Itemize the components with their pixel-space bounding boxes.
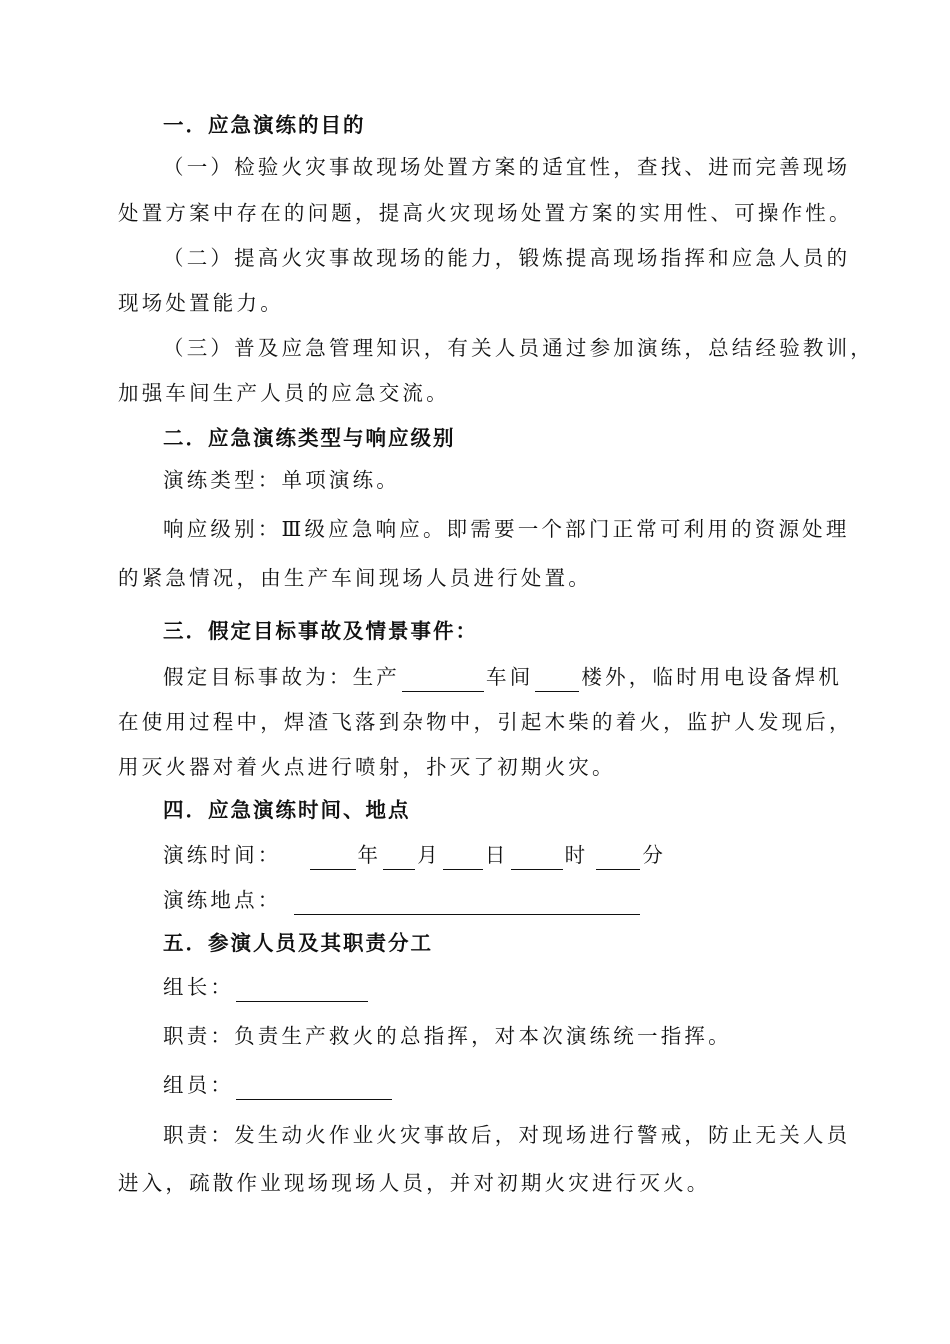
drill-type-line: 演练类型：单项演练。 — [163, 468, 400, 492]
scenario-text-a: 假定目标事故为：生产 — [163, 665, 400, 689]
section1-paragraph1-line1: （一）检验火灾事故现场处置方案的适宜性，查找、进而完善现场 — [163, 155, 851, 179]
response-level-line1: 响应级别：Ⅲ级应急响应。即需要一个部门正常可利用的资源处理 — [163, 517, 850, 541]
section1-paragraph3-line2: 加强车间生产人员的应急交流。 — [118, 381, 450, 405]
scenario-line1 — [163, 662, 950, 692]
scenario-text-b: 车间 — [486, 665, 534, 689]
workshop-blank — [402, 669, 484, 692]
year-blank — [310, 847, 356, 870]
month-label: 月 — [417, 843, 441, 867]
member-label: 组员： — [163, 1073, 235, 1097]
drill-time-label: 演练时间： — [163, 843, 282, 867]
month-blank — [383, 847, 415, 870]
day-blank — [443, 847, 483, 870]
section1-heading: 一．应急演练的目的 — [163, 113, 366, 137]
hour-label: 时 — [564, 843, 589, 867]
scenario-line2: 在使用过程中，焊渣飞落到杂物中，引起木柴的着火，监护人发现后， — [118, 710, 853, 734]
drill-time-line — [163, 840, 950, 870]
leader-label: 组长： — [163, 975, 235, 999]
response-level-line2: 的紧急情况，由生产车间现场人员进行处置。 — [118, 566, 592, 590]
member-blank — [236, 1077, 392, 1100]
building-blank — [535, 669, 579, 692]
section5-heading: 五．参演人员及其职责分工 — [163, 931, 433, 955]
leader-blank — [236, 979, 368, 1002]
member-duty-line1: 职责：发生动火作业火灾事故后，对现场进行警戒，防止无关人员 — [163, 1123, 851, 1147]
minute-blank — [596, 847, 640, 870]
member-duty-line2: 进入，疏散作业现场现场人员，并对初期火灾进行灭火。 — [118, 1171, 711, 1195]
section1-paragraph1-line2: 处置方案中存在的问题，提高火灾现场处置方案的实用性、可操作性。 — [118, 201, 853, 225]
leader-line — [163, 972, 950, 1002]
minute-label: 分 — [642, 843, 667, 867]
day-label: 日 — [484, 843, 509, 867]
section1-paragraph2-line2: 现场处置能力。 — [118, 291, 284, 315]
section2-heading: 二．应急演练类型与响应级别 — [163, 426, 456, 450]
drill-place-line — [163, 885, 950, 915]
drill-place-label: 演练地点： — [163, 888, 282, 912]
place-blank — [294, 892, 640, 915]
member-line — [163, 1070, 950, 1100]
section3-heading: 三．假定目标事故及情景事件： — [163, 619, 478, 643]
section1-paragraph2-line1: （二）提高火灾事故现场的能力，锻炼提高现场指挥和应急人员的 — [163, 246, 851, 270]
scenario-line3: 用灭火器对着火点进行喷射，扑灭了初期火灾。 — [118, 755, 616, 779]
scenario-text-c: 楼外，临时用电设备焊机 — [581, 665, 843, 689]
section1-paragraph3-line1: （三）普及应急管理知识，有关人员通过参加演练，总结经验教训， — [163, 336, 874, 360]
leader-duty-line: 职责：负责生产救火的总指挥，对本次演练统一指挥。 — [163, 1024, 732, 1048]
section4-heading: 四．应急演练时间、地点 — [163, 798, 411, 822]
year-label: 年 — [357, 843, 382, 867]
hour-blank — [511, 847, 563, 870]
